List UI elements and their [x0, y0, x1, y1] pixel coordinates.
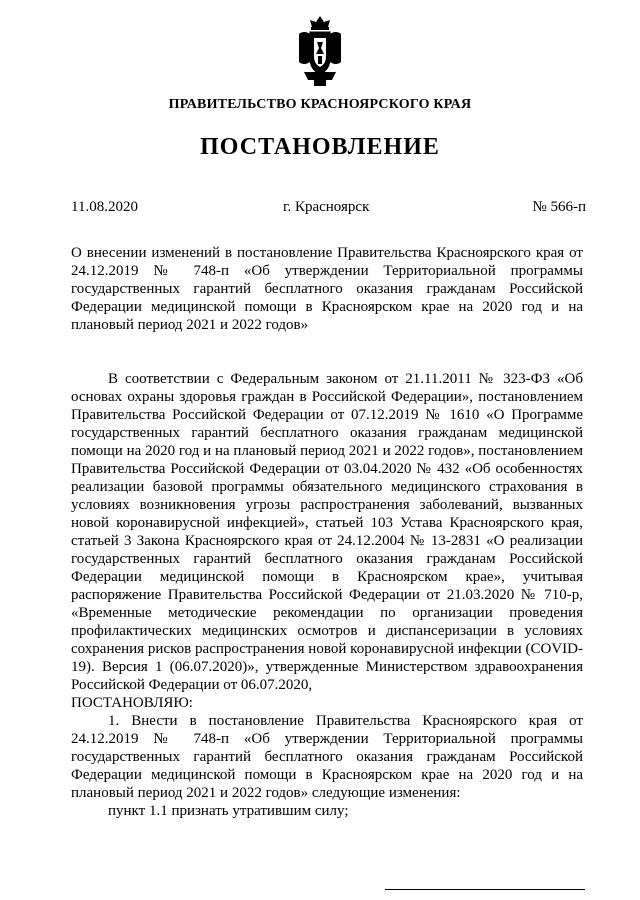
document-type-heading: ПОСТАНОВЛЕНИЕ	[200, 134, 440, 160]
organization-title: ПРАВИТЕЛЬСТВО КРАСНОЯРСКОГО КРАЯ	[168, 97, 472, 112]
subitem-paragraph: пункт 1.1 признать утратившим силу;	[108, 803, 349, 819]
footer-rule	[385, 889, 585, 890]
document-subject: О внесении изменений в постановление Правительства Красноярского края от 24.12.2019 № 748-п «Об утверждении Территориальной программы государственных гарантий бесплатного оказания гражданам Российской Федерации медицинской помощи в Красноярском крае на 2020 год и на плановый период 2021 и 2022 годов»	[71, 245, 583, 333]
resolve-statement: ПОСТАНОВЛЯЮ:	[71, 695, 193, 711]
document-body	[71, 370, 583, 820]
preamble-paragraph: В соответствии с Федеральным законом от 21.11.2011 № 323-ФЗ «Об основах охраны здоровья граждан в Российской Федерации», постановлением Правительства Российской Федерации от 07.12.2019 № 1610 «О Программе государственных гарантий бесплатного оказания гражданам медицинской помощи на 2020 год и на плановый период 2021 и 2022 годов», постановлением Правительства Российской Федерации от 03.04.2020 № 432 «Об особенностях реализации базовой программы обязательного медицинского страхования в условиях возникновения угрозы распространения заболеваний, вызванных новой коронавирусной инфекцией», статьей 103 Устава Красноярского края, статьей 3 Закона Красноярского края от 24.12.2004 № 13-2831 «О реализации государственных гарантий бесплатного оказания гражданам Российской Федерации медицинской помощи в Красноярском крае», учитывая распоряжение Правительства Российской Федерации от 21.03.2020 № 710-р, «Временные методические рекомендации по организации проведения профилактических медицинских осмотров и диспансеризации в условиях сохранения рисков распространения новой коронавирусной инфекции (COVID-19). Версия 1 (06.07.2020)», утвержденные Министерством здравоохранения Российской Федерации от 06.07.2020,	[71, 371, 583, 693]
coat-of-arms-emblem	[296, 14, 344, 90]
document-date: 11.08.2020	[71, 199, 138, 215]
document-number: № 566-п	[532, 199, 586, 215]
document-city: г. Красноярск	[283, 199, 370, 215]
item-1-paragraph: 1. Внести в постановление Правительства Красноярского края от 24.12.2019 № 748-п «Об утверждении Территориальной программы государственных гарантий бесплатного оказания гражданам Российской Федерации медицинской помощи в Красноярском крае на 2020 год и на плановый период 2021 и 2022 годов» следующие изменения:	[71, 713, 583, 801]
